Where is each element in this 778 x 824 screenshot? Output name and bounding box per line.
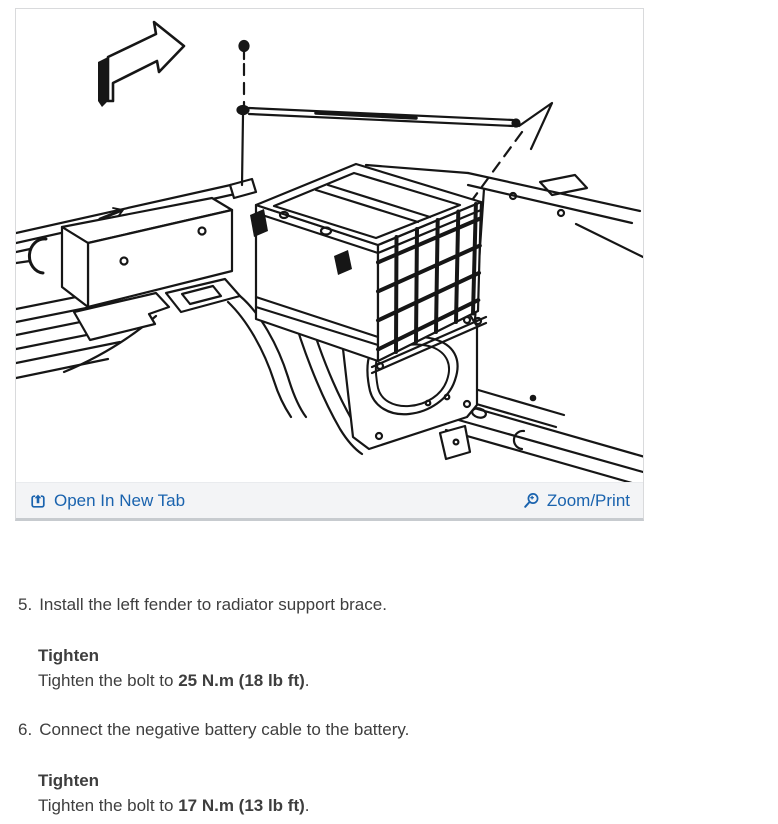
figure-card (15, 8, 644, 521)
step-number: 5. (18, 595, 33, 614)
open-in-new-tab-icon (29, 492, 47, 510)
zoom-icon (522, 492, 540, 510)
torque-suffix: . (304, 671, 310, 690)
torque-value: 17 N.m (13 lb ft) (178, 796, 305, 815)
step-text: Connect the negative battery cable to the battery. (39, 720, 410, 739)
step-item-5 (18, 595, 387, 615)
open-in-new-tab-link[interactable] (29, 491, 185, 511)
zoom-print-label: Zoom/Print (546, 490, 630, 510)
step-number: 6. (18, 720, 33, 739)
torque-suffix: . (304, 796, 310, 815)
tighten-heading: Tighten (38, 771, 100, 790)
torque-spec (38, 671, 310, 691)
step-text: Install the left fender to radiator support brace. (39, 595, 387, 614)
torque-prefix: Tighten the bolt to (38, 796, 179, 815)
torque-value: 25 N.m (18 lb ft) (178, 671, 305, 690)
open-in-new-tab-label: Open In New Tab (54, 490, 186, 510)
torque-prefix: Tighten the bolt to (38, 671, 179, 690)
torque-spec (38, 796, 310, 816)
zoom-print-link[interactable] (522, 491, 630, 511)
step-item-6 (18, 720, 409, 740)
figure-toolbar (16, 482, 643, 518)
tighten-heading: Tighten (38, 646, 100, 665)
battery-install-diagram (16, 9, 643, 482)
